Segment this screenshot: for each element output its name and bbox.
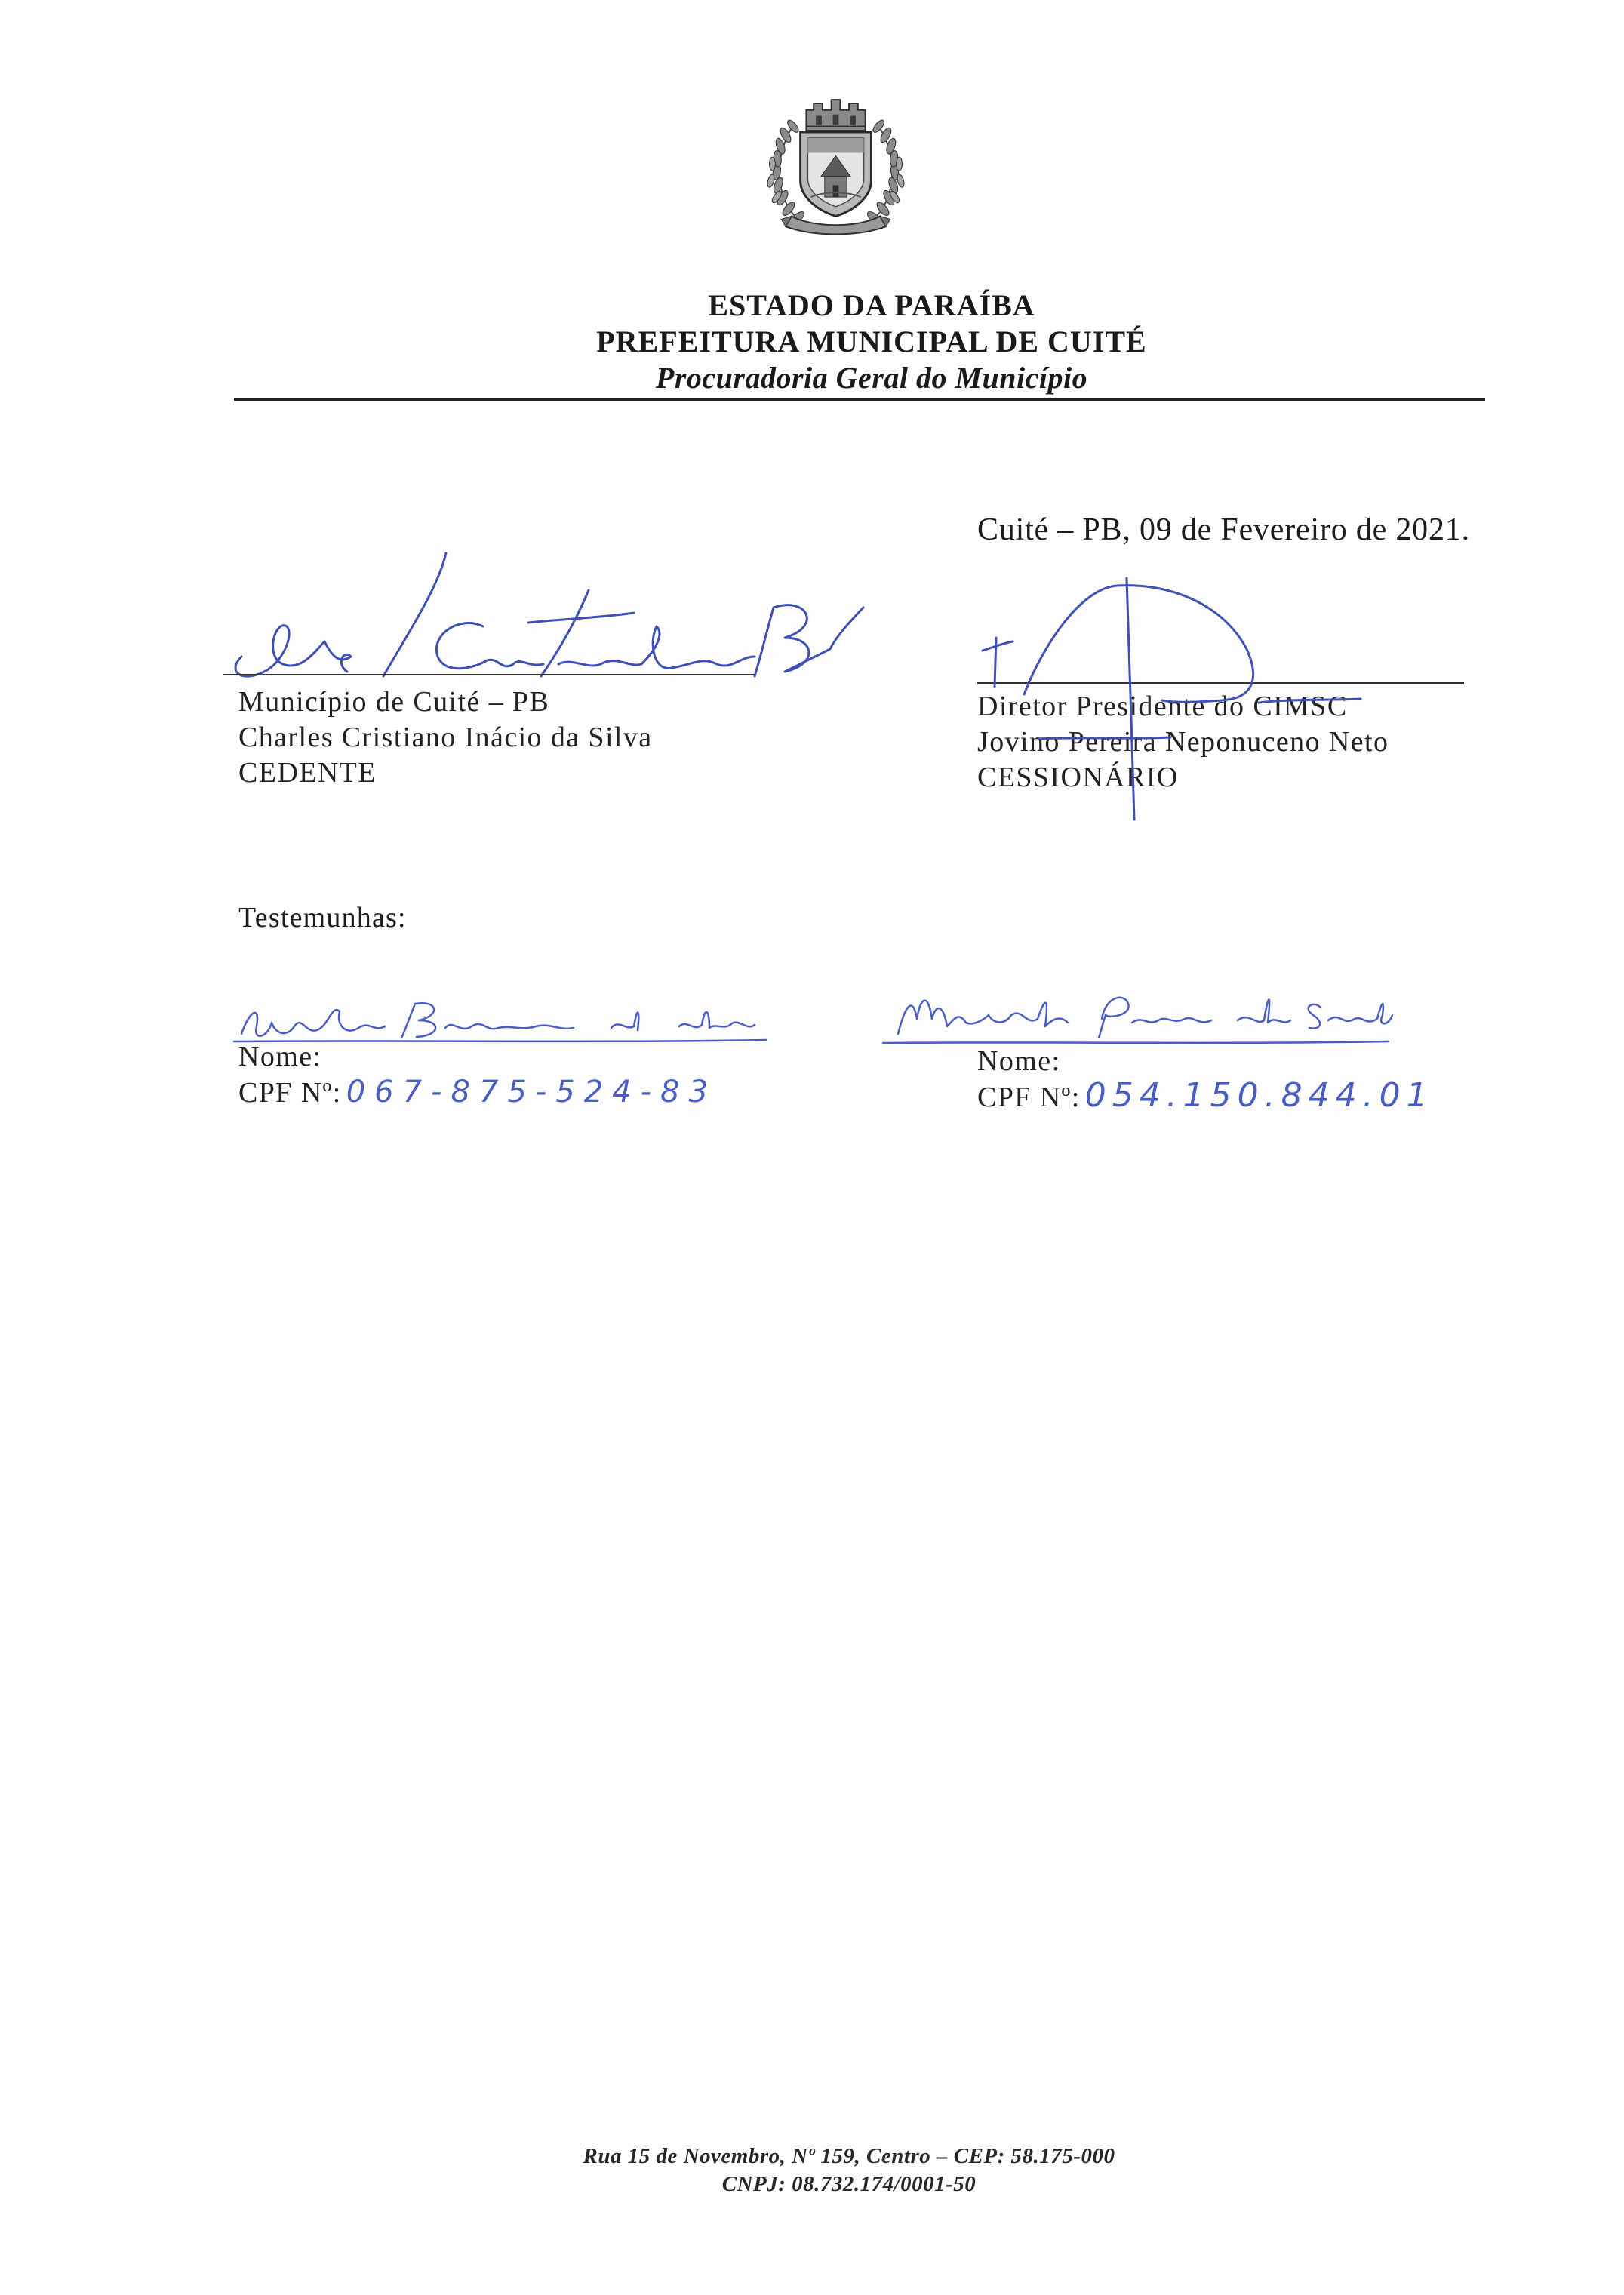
witness-1-cpf-label: CPF Nº: xyxy=(238,1077,342,1109)
signature-cessionario xyxy=(973,566,1373,830)
cessionario-title: Diretor Presidente do CIMSC xyxy=(977,691,1348,722)
cessionario-name: Jovino Pereira Neponuceno Neto xyxy=(977,726,1389,758)
cedente-name: Charles Cristiano Inácio da Silva xyxy=(238,721,653,753)
date-line: Cuité – PB, 09 de Fevereiro de 2021. xyxy=(977,512,1470,547)
witness-1-cpf-line xyxy=(238,1075,717,1111)
witness-2-block xyxy=(977,1044,1434,1115)
prefecture-title: PREFEITURA MUNICIPAL DE CUITÉ xyxy=(596,325,1147,358)
cedente-block xyxy=(238,685,653,791)
mural-crown xyxy=(806,100,865,131)
footer-cnpj: CNPJ: 08.732.174/0001-50 xyxy=(721,2172,977,2196)
footer-address: Rua 15 de Novembro, Nº 159, Centro – CEP: 58.175-000 xyxy=(583,2144,1115,2168)
signature-cedente xyxy=(211,543,890,694)
witness-1-block xyxy=(238,1039,717,1111)
witness-2-cpf-line xyxy=(977,1078,1434,1115)
shield xyxy=(801,132,872,216)
witness-2-cpf-label: CPF Nº: xyxy=(977,1081,1081,1113)
office-subtitle: Procuradoria Geral do Município xyxy=(655,361,1088,395)
letterhead xyxy=(234,288,1509,396)
header-divider xyxy=(234,398,1485,401)
signature-line-cedente xyxy=(223,674,755,675)
witness-1-cpf-handwritten: 067-875-524-83 xyxy=(346,1075,717,1109)
witness-2-name-label: Nome: xyxy=(977,1045,1061,1077)
ribbon xyxy=(781,217,890,235)
footer xyxy=(234,2143,1464,2198)
cedente-entity: Município de Cuité – PB xyxy=(238,686,550,718)
witnesses-heading: Testemunhas: xyxy=(238,902,407,934)
cedente-role: CEDENTE xyxy=(238,757,377,789)
state-title: ESTADO DA PARAÍBA xyxy=(708,288,1035,322)
cessionario-role: CESSIONÁRIO xyxy=(977,761,1179,793)
coat-of-arms-emblem xyxy=(755,92,917,243)
witness-1-name-label: Nome: xyxy=(238,1041,322,1072)
witness-2-cpf-handwritten: 054.150.844.01 xyxy=(1084,1076,1434,1115)
